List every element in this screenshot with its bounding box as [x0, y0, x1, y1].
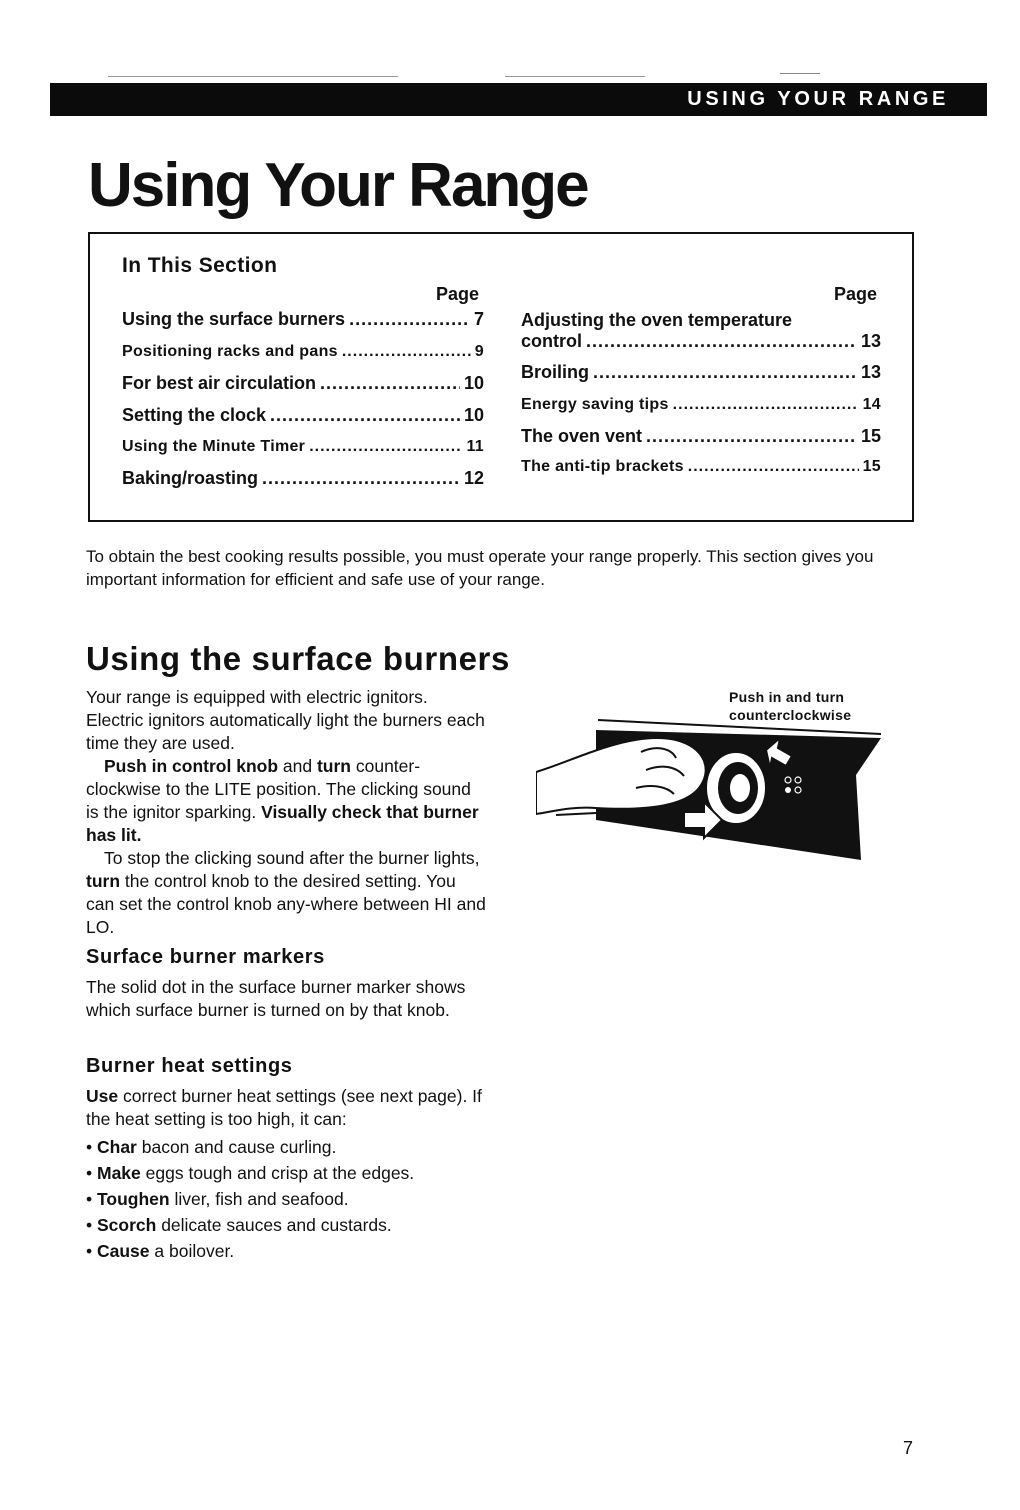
toc-entry-label: For best air circulation: [122, 373, 317, 393]
toc-entry-label: The anti-tip brackets: [521, 458, 684, 475]
paragraph-push-knob: [86, 755, 486, 847]
heat-warning-list: [86, 1134, 506, 1264]
toc-entry-page: 15: [862, 458, 881, 475]
top-rule: [505, 76, 645, 77]
subheading-markers: Surface burner markers: [86, 946, 325, 968]
intro-paragraph: To obtain the best cooking results possible, you must operate your range properly. This section gives you important information for efficient and safe use of your range.: [86, 547, 874, 589]
banner-text: USING YOUR RANGE: [687, 88, 949, 110]
toc-entry-label: Baking/roasting: [122, 468, 259, 488]
caption-line: Push in and turn: [729, 689, 845, 705]
text: eggs tough and crisp at the edges.: [140, 1163, 415, 1183]
toc-entry-page: 12: [463, 468, 484, 488]
text: the control knob to the desired setting. You can set the control knob any-where between HI and LO.: [86, 871, 486, 937]
emphasis: Use: [86, 1086, 119, 1106]
text: bacon and cause curling.: [136, 1137, 337, 1157]
emphasis: Make: [97, 1163, 141, 1183]
toc-entry[interactable]: [122, 438, 484, 456]
toc-entry[interactable]: [521, 362, 881, 383]
emphasis: Scorch: [97, 1215, 157, 1235]
text: counter-clockwise to the LITE position. The clicking sound is the ignitor sparking.: [86, 756, 471, 822]
toc-leader-dots: [646, 426, 857, 447]
toc-entry-page: 7: [473, 309, 484, 329]
top-rule: [780, 73, 820, 74]
toc-entry-page: 9: [474, 343, 484, 360]
toc-entry[interactable]: [521, 426, 881, 447]
list-item: • Toughen liver, fish and seafood.: [86, 1189, 349, 1209]
paragraph-stop-clicking: [86, 847, 486, 939]
toc-entry[interactable]: [521, 396, 881, 414]
page-number: 7: [903, 1438, 914, 1458]
section-title: Using the surface burners: [86, 640, 510, 677]
section-banner: [50, 83, 987, 116]
toc-entry[interactable]: [122, 343, 484, 361]
paragraph-markers: The solid dot in the surface burner marker shows which surface burner is turned on by that knob.: [86, 977, 466, 1020]
emphasis: Toughen: [97, 1189, 170, 1209]
toc-leader-dots: [262, 468, 460, 489]
toc-leader-dots: [309, 438, 462, 456]
page-title: Using Your Range: [88, 151, 588, 220]
paragraph-ignitors: Your range is equipped with electric ignitors. Electric ignitors automatically light the burners each time they are used.: [86, 687, 485, 753]
text: correct burner heat settings (see next page). If the heat setting is too high, it can:: [86, 1086, 482, 1129]
toc-page-label-left: Page: [436, 284, 480, 304]
toc-entry-page: 14: [862, 396, 881, 413]
list-item: • Make eggs tough and crisp at the edges.: [86, 1163, 415, 1183]
emphasis: Visually check that burner has lit.: [86, 802, 479, 845]
toc-entry[interactable]: [122, 405, 484, 426]
list-item: • Cause a boilover.: [86, 1241, 235, 1261]
toc-leader-dots: [688, 458, 859, 476]
list-item: • Scorch delicate sauces and custards.: [86, 1215, 392, 1235]
toc-leader-dots: [342, 343, 471, 361]
toc-leader-dots: [349, 309, 470, 330]
emphasis: Char: [97, 1137, 137, 1157]
toc-entry-label-cont: control: [521, 331, 582, 351]
text: To stop the clicking sound after the burner lights,: [104, 848, 480, 868]
toc-entry-label: Energy saving tips: [521, 396, 669, 413]
toc-leader-dots: [673, 396, 859, 414]
toc-entry[interactable]: [122, 373, 484, 394]
toc-entry-label: Broiling: [521, 362, 589, 382]
list-item: • Char bacon and cause curling.: [86, 1137, 337, 1157]
toc-entry-label: Using the Minute Timer: [122, 438, 306, 455]
emphasis: Push in control knob: [104, 756, 279, 776]
caption-line: counterclockwise: [729, 707, 852, 723]
section-body: [86, 686, 486, 939]
toc-heading: In This Section: [122, 254, 278, 277]
toc-entry[interactable]: [521, 458, 881, 476]
toc-entry-page: 15: [860, 426, 881, 446]
toc-leader-dots: [270, 405, 460, 426]
subheading-heat-settings: Burner heat settings: [86, 1055, 293, 1077]
toc-entry-label[interactable]: Adjusting the oven temperature: [521, 310, 793, 330]
toc-entry-label: Using the surface burners: [122, 309, 346, 329]
text: liver, fish and seafood.: [169, 1189, 349, 1209]
text: a boilover.: [149, 1241, 235, 1261]
toc-entry[interactable]: [122, 309, 484, 330]
toc-leader-dots: [593, 362, 857, 383]
toc-entry[interactable]: [521, 331, 881, 352]
toc-entry-label: Positioning racks and pans: [122, 343, 338, 360]
toc-leader-dots: [586, 331, 857, 352]
paragraph-heat-settings: [86, 1085, 486, 1131]
emphasis: turn: [86, 871, 121, 891]
text: delicate sauces and custards.: [156, 1215, 392, 1235]
toc-entry-label: Setting the clock: [122, 405, 267, 425]
toc-entry-label: The oven vent: [521, 426, 643, 446]
toc-page-label-right: Page: [834, 284, 878, 304]
toc-entry-page: 10: [463, 373, 484, 393]
knob-illustration: [536, 700, 886, 870]
toc-entry-page: 13: [860, 331, 881, 351]
text: and: [278, 756, 317, 776]
toc-entry-page: 13: [860, 362, 881, 382]
emphasis: Cause: [97, 1241, 150, 1261]
toc-entry-page: 11: [466, 438, 484, 455]
emphasis: turn: [316, 756, 351, 776]
toc-leader-dots: [320, 373, 460, 394]
top-rule: [108, 76, 398, 77]
toc-entry[interactable]: [122, 468, 484, 489]
toc-entry-page: 10: [463, 405, 484, 425]
